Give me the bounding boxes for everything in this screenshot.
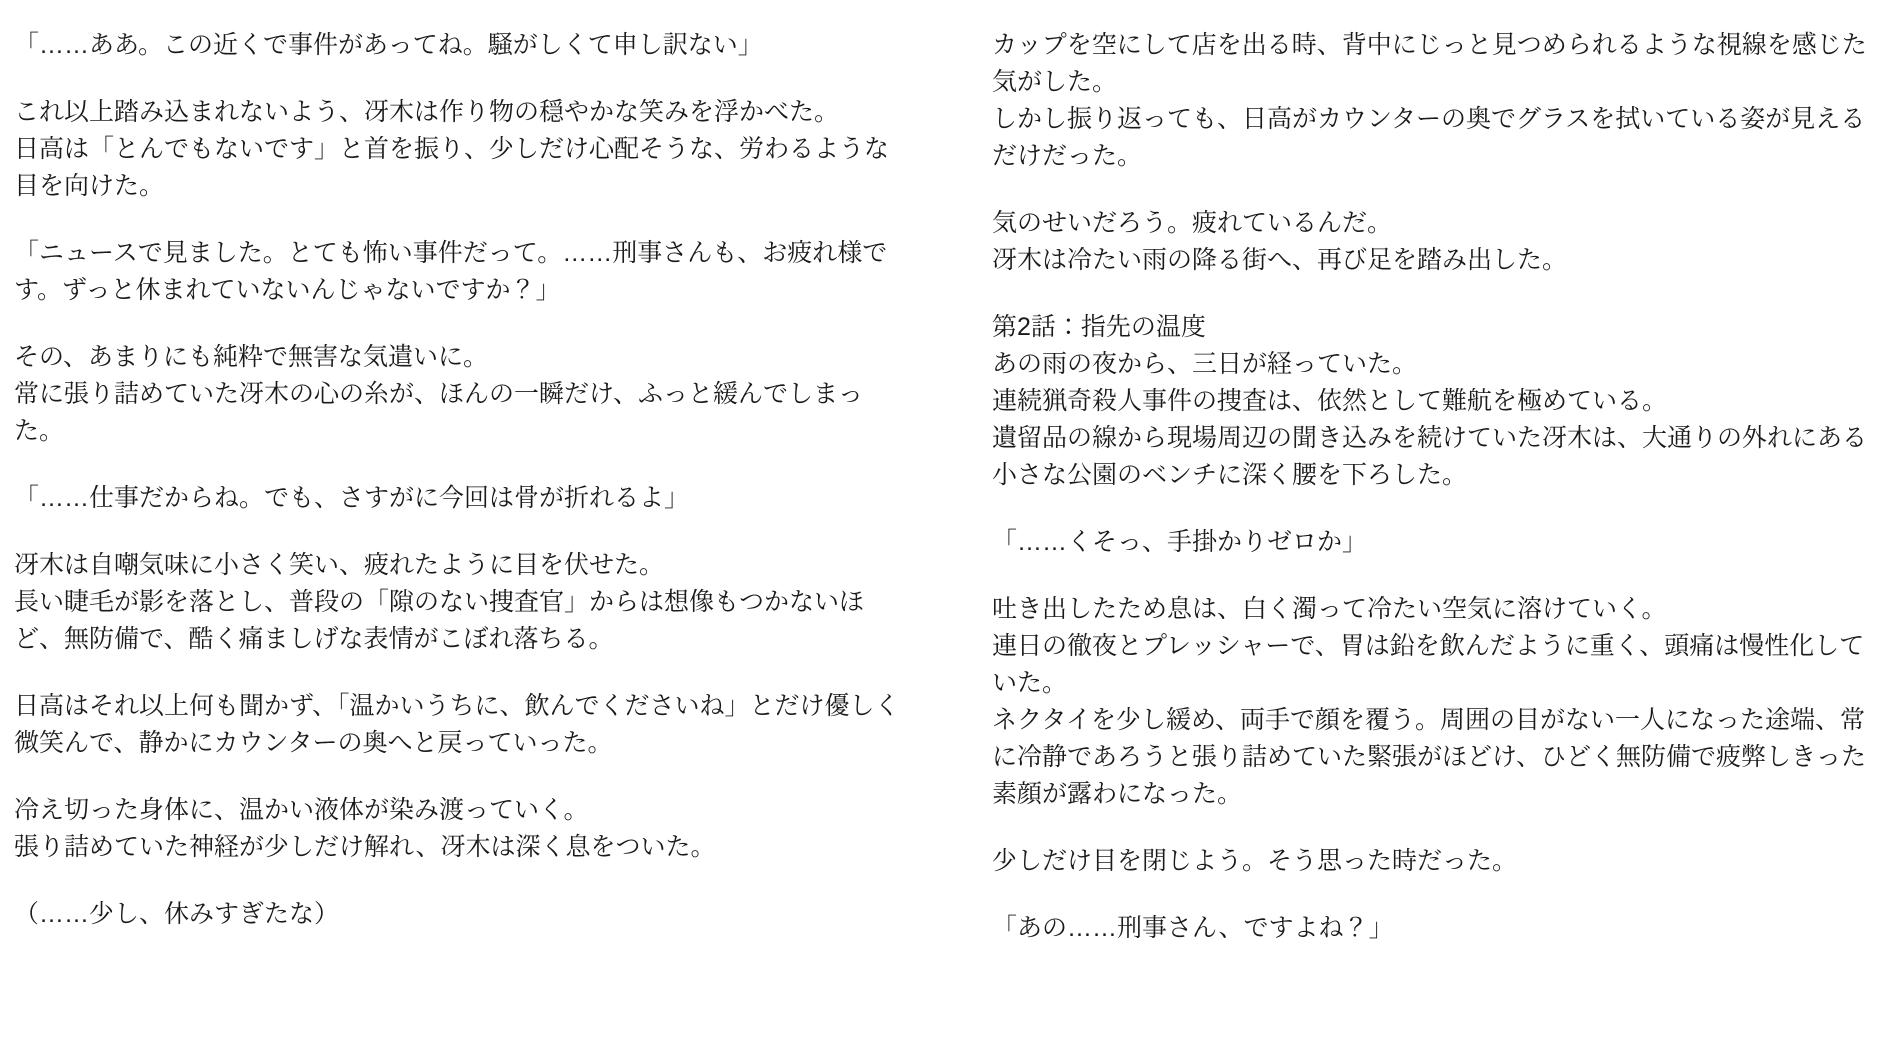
paragraph — [14, 688, 900, 762]
text-line: しかし振り返っても、日高がカウンターの奥でグラスを拭いている姿が見える — [992, 105, 1866, 133]
text-line: 素顔が露わになった。 — [992, 780, 1243, 808]
text-line: 冴木は自嘲気味に小さく笑い、疲れたように目を伏せた。 — [14, 551, 665, 579]
paragraph — [14, 94, 892, 205]
text-column-left — [14, 27, 900, 933]
text-line: いた。 — [992, 669, 1068, 697]
text-line: 吐き出したため息は、白く濁って冷たい空気に溶けていく。 — [992, 595, 1667, 623]
paragraph — [992, 524, 1870, 561]
text-line: 少しだけ目を閉じよう。そう思った時だった。 — [992, 847, 1518, 875]
paragraph — [14, 235, 892, 309]
text-line: 小さな公園のベンチに深く腰を下ろした。 — [992, 461, 1468, 489]
text-line: す。ずっと休まれていないんじゃないですか？」 — [14, 276, 561, 304]
text-line: 「あの……刑事さん、ですよね？」 — [992, 914, 1394, 942]
text-line: た。 — [14, 417, 65, 445]
text-line: （……少し、休みすぎたな） — [14, 900, 340, 928]
text-line: 張り詰めていた神経が少しだけ解れ、冴木は深く息をついた。 — [14, 833, 716, 861]
text-line: ど、無防備で、酷く痛ましげな表情がこぼれ落ちる。 — [14, 625, 614, 653]
paragraph — [14, 339, 892, 450]
paragraph — [992, 591, 1870, 813]
paragraph — [992, 843, 1870, 880]
paragraph — [992, 309, 1870, 494]
text-line: 日高は「とんでもないです」と首を振り、少しだけ心配そうな、労わるような — [14, 135, 890, 163]
text-line: 長い睫毛が影を落とし、普段の「隙のない捜査官」からは想像もつかないほ — [14, 588, 865, 616]
text-line: 第2話：指先の温度 — [992, 313, 1206, 341]
text-line: その、あまりにも純粋で無害な気遣いに。 — [14, 343, 489, 371]
text-line: 「……くそっ、手掛かりゼロか」 — [992, 528, 1368, 556]
text-line: だけだった。 — [992, 142, 1143, 170]
text-line: 「……仕事だからね。でも、さすがに今回は骨が折れるよ」 — [14, 484, 690, 512]
paragraph — [992, 205, 1870, 279]
text-line: 連続猟奇殺人事件の捜査は、依然として難航を極めている。 — [992, 387, 1668, 415]
text-line: 気がした。 — [992, 68, 1118, 96]
text-line: 微笑んで、静かにカウンターの奥へと戻っていった。 — [14, 729, 613, 757]
text-line: 冴木は冷たい雨の降る街へ、再び足を踏み出した。 — [992, 246, 1568, 274]
text-line: に冷静であろうと張り詰めていた緊張がほどけ、ひどく無防備で疲弊しきった — [992, 743, 1867, 771]
text-line: 「……ああ。この近くで事件があってね。騒がしくて申し訳ない」 — [14, 31, 763, 59]
text-line: 遺留品の線から現場周辺の聞き込みを続けていた冴木は、大通りの外れにある — [992, 424, 1868, 452]
text-line: これ以上踏み込まれないよう、冴木は作り物の穏やかな笑みを浮かべた。 — [14, 98, 840, 126]
paragraph — [992, 27, 1870, 175]
text-line: 「ニュースで見ました。とても怖い事件だって。……刑事さんも、お疲れ様で — [14, 239, 888, 267]
paragraph — [14, 792, 892, 866]
paragraph — [14, 27, 892, 64]
paragraph — [14, 480, 892, 517]
text-line: 気のせいだろう。疲れているんだ。 — [992, 209, 1393, 237]
paragraph — [14, 896, 892, 933]
text-line: ネクタイを少し緩め、両手で顔を覆う。周囲の目がない一人になった途端、常 — [992, 706, 1866, 734]
paragraph — [14, 547, 892, 658]
text-line: 目を向けた。 — [14, 172, 165, 200]
text-line: 常に張り詰めていた冴木の心の糸が、ほんの一瞬だけ、ふっと緩んでしまっ — [14, 380, 864, 408]
text-line: あの雨の夜から、三日が経っていた。 — [992, 350, 1418, 378]
text-line: 冷え切った身体に、温かい液体が染み渡っていく。 — [14, 796, 589, 824]
text-column-right — [992, 27, 1870, 947]
text-line: 日高はそれ以上何も聞かず、「温かいうちに、飲んでくださいね」とだけ優しく — [14, 692, 900, 720]
text-line: カップを空にして店を出る時、背中にじっと見つめられるような視線を感じた — [992, 31, 1867, 59]
text-line: 連日の徹夜とプレッシャーで、胃は鉛を飲んだように重く、頭痛は慢性化して — [992, 632, 1865, 660]
paragraph — [992, 910, 1870, 947]
